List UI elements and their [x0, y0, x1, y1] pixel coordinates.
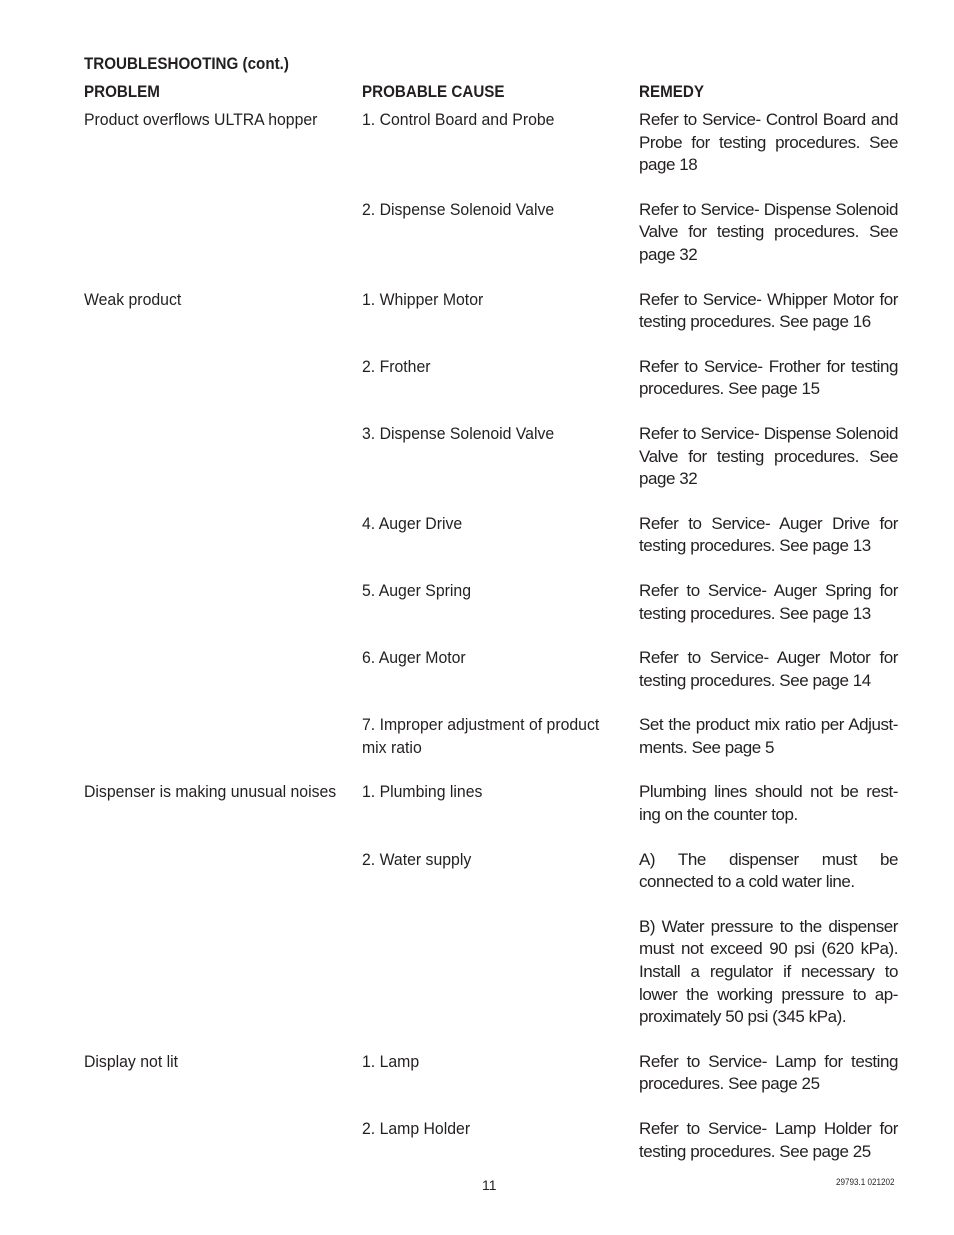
row-spacer — [84, 759, 898, 781]
row-spacer — [84, 894, 898, 916]
remedy-cell-text: B) Water pressure to the dispenser must not exceed 90 psi (620 kPa). Install a regulator if necessary to lower the working pressure to ap- proximately 50 psi (345 kPa). — [639, 916, 898, 1027]
probable-cause-cell-text: 7. Improper adjustment of product mix ratio — [362, 715, 600, 757]
table-row — [84, 849, 898, 894]
remedy-cell-text: A) The dispenser must be connected to a cold water line. — [639, 849, 898, 892]
remedy-cell — [639, 423, 898, 491]
row-spacer — [84, 1029, 898, 1051]
table-row — [84, 647, 898, 692]
problem-cell-text: Product overflows ULTRA hopper — [84, 110, 318, 129]
table-row — [84, 513, 898, 558]
table-row — [84, 1051, 898, 1096]
table-row — [84, 781, 898, 826]
row-spacer — [84, 625, 898, 647]
row-spacer — [84, 267, 898, 289]
remedy-cell-text: Refer to Service- Lamp Holder for testing procedures. See page 25 — [639, 1119, 898, 1161]
probable-cause-cell — [362, 580, 639, 603]
header-probable-cause: PROBABLE CAUSE — [362, 83, 505, 101]
probable-cause-cell — [362, 513, 639, 536]
table-row — [84, 199, 898, 267]
remedy-cell-text: Refer to Service- Auger Spring for testing procedures. See page 13 — [639, 580, 898, 623]
probable-cause-cell — [362, 423, 639, 446]
remedy-cell — [639, 781, 898, 826]
remedy-cell-text: Refer to Service- Lamp for testing procedures. See page 25 — [639, 1051, 898, 1094]
probable-cause-cell-text: 2. Water supply — [362, 849, 472, 869]
row-spacer — [84, 827, 898, 849]
remedy-cell-text: Refer to Service- Auger Motor for testing procedures. See page 14 — [639, 648, 898, 690]
probable-cause-cell — [362, 781, 639, 804]
probable-cause-cell-text: 1. Whipper Motor — [362, 289, 484, 309]
probable-cause-cell-text: 5. Auger Spring — [362, 580, 471, 600]
troubleshooting-page — [84, 53, 898, 1163]
probable-cause-cell — [362, 199, 639, 222]
row-spacer — [84, 334, 898, 356]
problem-cell-text: Display not lit — [84, 1051, 179, 1071]
problem-cell-text: Weak product — [84, 289, 182, 309]
problem-cell — [84, 1051, 362, 1074]
remedy-cell-text: Set the product mix ratio per Adjust- ments. See page 5 — [639, 715, 898, 757]
probable-cause-cell-text: 1. Plumbing lines — [362, 782, 483, 802]
header-remedy: REMEDY — [639, 83, 704, 101]
problem-cell — [84, 289, 362, 312]
remedy-cell — [639, 513, 898, 558]
remedy-cell — [639, 289, 898, 334]
row-spacer — [84, 1096, 898, 1118]
remedy-cell — [639, 849, 898, 894]
table-row — [84, 109, 898, 177]
remedy-cell-text: Plumbing lines should not be rest- ing on the counter top. — [639, 782, 898, 825]
probable-cause-cell — [362, 849, 639, 872]
table-row — [84, 916, 898, 1029]
table-row — [84, 356, 898, 401]
probable-cause-cell — [362, 714, 639, 759]
probable-cause-cell — [362, 647, 639, 670]
remedy-cell-text: Refer to Service- Control Board and Probe for testing procedures. See page 18 — [639, 110, 898, 175]
remedy-cell-text: Refer to Service- Whipper Motor for testing procedures. See page 16 — [639, 289, 898, 332]
remedy-cell — [639, 1118, 898, 1163]
probable-cause-cell — [362, 289, 639, 312]
probable-cause-cell — [362, 109, 639, 132]
table-row — [84, 1118, 898, 1163]
remedy-cell-text: Refer to Service- Frother for testing procedures. See page 15 — [639, 356, 898, 399]
remedy-cell — [639, 714, 898, 759]
table-row — [84, 580, 898, 625]
remedy-cell — [639, 647, 898, 692]
remedy-cell — [639, 356, 898, 401]
problem-cell — [84, 109, 362, 132]
remedy-cell — [639, 580, 898, 625]
probable-cause-cell — [362, 1118, 639, 1141]
remedy-cell-text: Refer to Service- Dispense Solenoid Valve for testing procedures. See page 32 — [639, 199, 898, 264]
table-row — [84, 289, 898, 334]
probable-cause-cell-text: 1. Control Board and Probe — [362, 110, 555, 129]
problem-cell-text: Dispenser is making unusual noises — [84, 782, 337, 802]
probable-cause-cell-text: 6. Auger Motor — [362, 648, 466, 668]
probable-cause-cell — [362, 356, 639, 379]
row-spacer — [84, 177, 898, 199]
header-problem: PROBLEM — [84, 83, 160, 101]
row-spacer — [84, 692, 898, 714]
document-code: 29793.1 021202 — [836, 1177, 895, 1187]
probable-cause-cell-text: 1. Lamp — [362, 1051, 420, 1071]
remedy-cell — [639, 1051, 898, 1096]
row-spacer — [84, 491, 898, 513]
table-header — [84, 81, 898, 103]
table-row — [84, 714, 898, 759]
section-title: TROUBLESHOOTING (cont.) — [84, 55, 289, 73]
probable-cause-cell-text: 2. Dispense Solenoid Valve — [362, 199, 555, 219]
probable-cause-cell-text: 3. Dispense Solenoid Valve — [362, 423, 555, 443]
remedy-cell-text: Refer to Service- Dispense Solenoid Valve for testing procedures. See page 32 — [639, 423, 898, 489]
row-spacer — [84, 401, 898, 423]
remedy-cell-text: Refer to Service- Auger Drive for testing procedures. See page 13 — [639, 513, 898, 556]
troubleshooting-table — [84, 109, 898, 1163]
probable-cause-cell-text: 4. Auger Drive — [362, 513, 463, 533]
table-row — [84, 423, 898, 491]
row-spacer — [84, 558, 898, 580]
probable-cause-cell — [362, 1051, 639, 1074]
remedy-cell — [639, 109, 898, 177]
page-number: 11 — [482, 1177, 497, 1193]
problem-cell — [84, 781, 362, 804]
remedy-cell — [639, 199, 898, 267]
probable-cause-cell-text: 2. Frother — [362, 356, 431, 376]
probable-cause-cell-text: 2. Lamp Holder — [362, 1119, 471, 1138]
remedy-cell — [639, 916, 898, 1029]
